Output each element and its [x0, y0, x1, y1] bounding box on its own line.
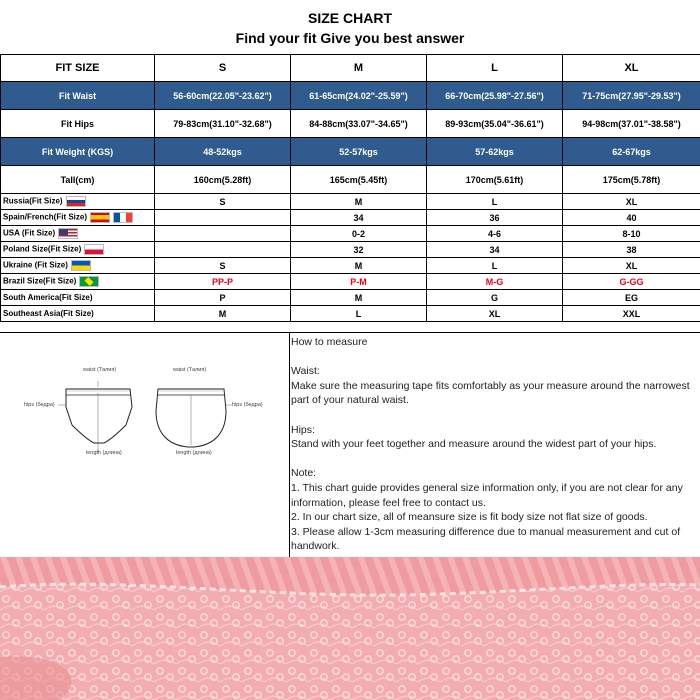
table-row-fit-hips — [1, 110, 700, 138]
length-label-back: length (длина) — [176, 450, 212, 456]
russia-flag-icon — [66, 196, 86, 207]
cell: S — [155, 258, 291, 274]
brazil-flag-icon — [79, 276, 99, 287]
row-label: Southeast Asia(Fit Size) — [1, 306, 155, 322]
row-label: Russia(Fit Size) — [3, 196, 63, 206]
table-row-tall — [1, 166, 700, 194]
table-row-fit-waist — [1, 82, 700, 110]
table-row-poland — [1, 242, 700, 258]
row-label-cell — [1, 194, 155, 210]
cell: M — [291, 194, 427, 210]
cell: 36 — [427, 210, 563, 226]
row-label-cell — [1, 242, 155, 258]
cell: XL — [563, 258, 700, 274]
cell: 71-75cm(27.95"-29.53") — [563, 82, 700, 110]
cell: 34 — [291, 210, 427, 226]
cell: 89-93cm(35.04"-36.61") — [427, 110, 563, 138]
cell: 165cm(5.45ft) — [291, 166, 427, 194]
measure-instructions — [291, 335, 696, 554]
lace-pattern-icon — [0, 557, 700, 700]
cell: L — [427, 258, 563, 274]
cell: 62-67kgs — [563, 138, 700, 166]
size-header-l: L — [427, 55, 563, 82]
cell: 160cm(5.28ft) — [155, 166, 291, 194]
hips-label: hips (бедра) — [24, 402, 55, 408]
france-flag-icon — [113, 212, 133, 223]
waist-label-back: waist (Талия) — [173, 367, 207, 373]
row-label: Ukraine (Fit Size) — [3, 260, 68, 270]
row-label-cell — [1, 274, 155, 290]
cell — [155, 242, 291, 258]
cell: 38 — [563, 242, 700, 258]
cell: M — [291, 258, 427, 274]
cell: 52-57kgs — [291, 138, 427, 166]
table-row-south-america — [1, 290, 700, 306]
spain-flag-icon — [90, 212, 110, 223]
measurement-diagram — [0, 333, 290, 557]
row-label-cell — [1, 210, 155, 226]
waist-label: waist (Талия) — [83, 367, 117, 373]
cell: 40 — [563, 210, 700, 226]
cell: XXL — [563, 306, 700, 322]
table-row-ukraine — [1, 258, 700, 274]
table-row-brazil — [1, 274, 700, 290]
cell: P-M — [291, 274, 427, 290]
row-label: Fit Weight (KGS) — [1, 138, 155, 166]
hips-text: Stand with your feet together and measure around the widest part of your hips. — [291, 438, 657, 451]
row-label-cell — [1, 258, 155, 274]
cell: 84-88cm(33.07"-34.65") — [291, 110, 427, 138]
lace-fabric-photo — [0, 557, 700, 700]
length-label: length (длина) — [86, 450, 122, 456]
cell: XL — [427, 306, 563, 322]
hips-heading: Hips: — [291, 423, 315, 436]
cell: L — [427, 194, 563, 210]
cell: 66-70cm(25.98"-27.56") — [427, 82, 563, 110]
cell: 61-65cm(24.02"-25.59") — [291, 82, 427, 110]
howto-title: How to measure — [291, 336, 368, 348]
cell: M-G — [427, 274, 563, 290]
fit-size-header: FIT SIZE — [1, 55, 155, 82]
cell: G-GG — [563, 274, 700, 290]
size-header-m: M — [291, 55, 427, 82]
waist-text: Make sure the measuring tape fits comfortably as your measure around the narrowest part of your natural waist. — [291, 379, 690, 407]
cell: 48-52kgs — [155, 138, 291, 166]
size-chart-header — [0, 0, 700, 55]
note-heading: Note: — [291, 467, 317, 480]
cell: P — [155, 290, 291, 306]
note-1: 1. This chart guide provides general size information only, if you are not clear for any information, please feel free to contact us. — [291, 481, 683, 509]
cell: PP-P — [155, 274, 291, 290]
underwear-diagram-icon — [0, 333, 289, 557]
table-row-russia — [1, 194, 700, 210]
row-label: USA (Fit Size) — [3, 228, 56, 238]
table-row-spain-french — [1, 210, 700, 226]
row-label-cell — [1, 226, 155, 242]
cell: G — [427, 290, 563, 306]
cell: M — [155, 306, 291, 322]
row-label: Spain/French(Fit Size) — [3, 212, 88, 222]
hips-label-back: hips (бедра) — [232, 402, 263, 408]
cell: 94-98cm(37.01"-38.58") — [563, 110, 700, 138]
row-label: Fit Hips — [1, 110, 155, 138]
cell: 57-62kgs — [427, 138, 563, 166]
row-label: Fit Waist — [1, 82, 155, 110]
row-label: Tall(cm) — [1, 166, 155, 194]
cell: 56-60cm(22.05"-23.62") — [155, 82, 291, 110]
ukraine-flag-icon — [71, 260, 91, 271]
cell — [155, 226, 291, 242]
how-to-measure-section — [0, 332, 700, 558]
cell: 4-6 — [427, 226, 563, 242]
cell: 8-10 — [563, 226, 700, 242]
cell: S — [155, 194, 291, 210]
row-label: Brazil Size(Fit Size) — [3, 276, 77, 286]
cell: 0-2 — [291, 226, 427, 242]
table-header-row — [1, 55, 700, 82]
row-label: Poland Size(Fit Size) — [3, 244, 82, 254]
size-header-s: S — [155, 55, 291, 82]
size-header-xl: XL — [563, 55, 700, 82]
cell: XL — [563, 194, 700, 210]
cell: 32 — [291, 242, 427, 258]
cell — [155, 210, 291, 226]
cell: 79-83cm(31.10"-32.68") — [155, 110, 291, 138]
row-label: South America(Fit Size) — [1, 290, 155, 306]
size-table — [0, 54, 700, 322]
table-row-southeast-asia — [1, 306, 700, 322]
poland-flag-icon — [84, 244, 104, 255]
size-chart-subtitle: Find your fit Give you best answer — [235, 30, 465, 46]
usa-flag-icon — [58, 228, 78, 239]
cell: EG — [563, 290, 700, 306]
note-2: 2. In our chart size, all of meansure size is fit body size not flat size of goods. — [291, 511, 648, 524]
table-row-usa — [1, 226, 700, 242]
waist-heading: Waist: — [291, 365, 320, 378]
cell: 170cm(5.61ft) — [427, 166, 563, 194]
cell: 34 — [427, 242, 563, 258]
size-chart-title: SIZE CHART — [308, 10, 392, 26]
cell: L — [291, 306, 427, 322]
table-row-fit-weight — [1, 138, 700, 166]
cell: 175cm(5.78ft) — [563, 166, 700, 194]
note-3: 3. Please allow 1-3cm measuring difference due to manual measurement and cut of handwork. — [291, 525, 681, 553]
cell: M — [291, 290, 427, 306]
